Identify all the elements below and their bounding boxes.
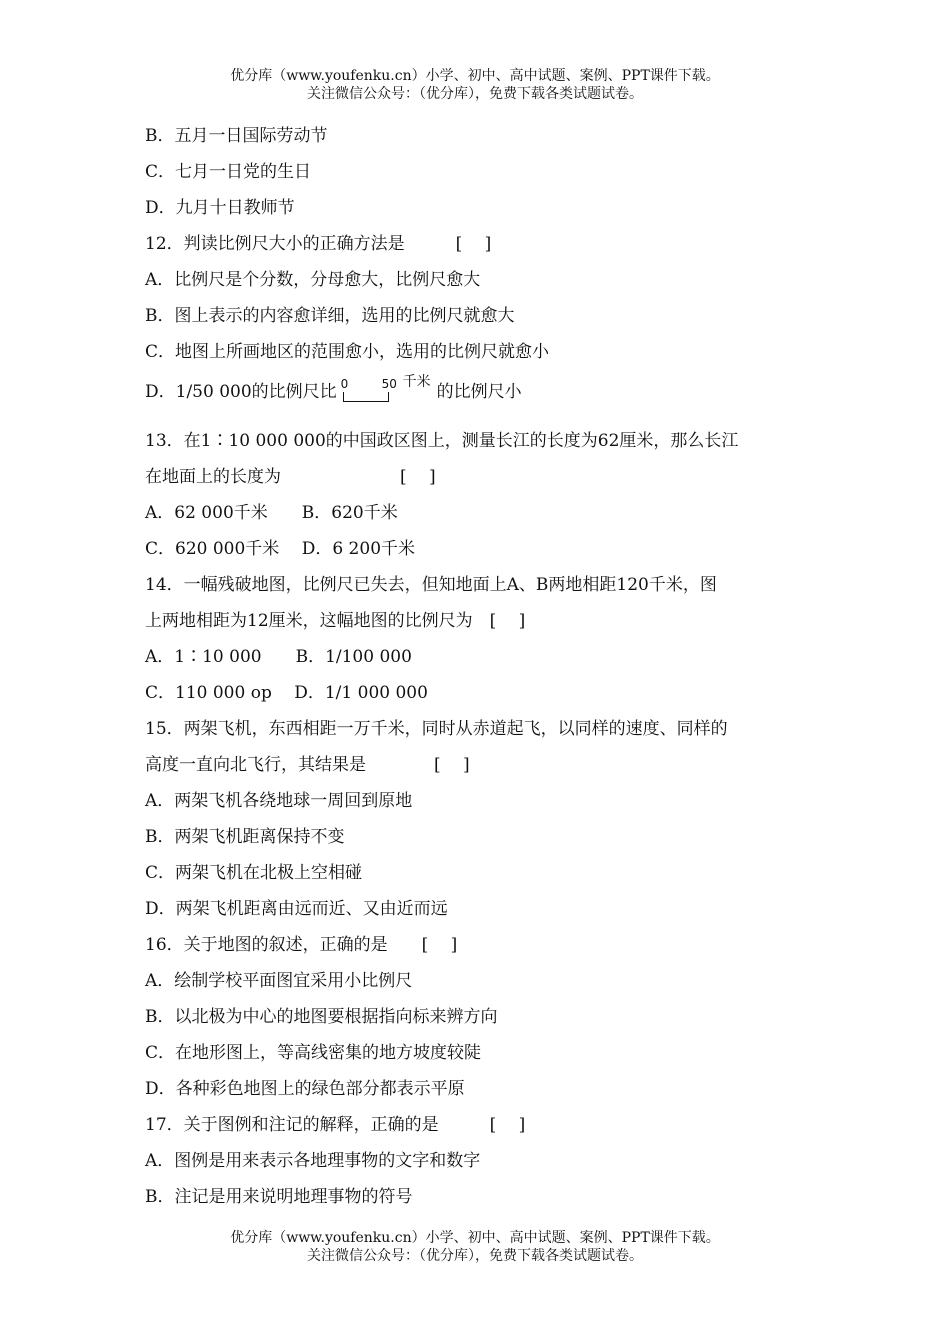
option-15a: A．两架飞机各绕地球一周回到原地	[145, 791, 413, 811]
option-15c: C．两架飞机在北极上空相碰	[145, 863, 363, 883]
scale-bar-unit: 千米	[402, 373, 431, 390]
header-line-1: 优分库（www.youfenku.cn）小学、初中、高中试题、案例、PPT课件下载。	[230, 68, 720, 84]
scale-bar-end: 50	[381, 376, 397, 391]
option-11c: C．七月一日党的生日	[145, 162, 312, 182]
options-14-cd: C．110 000 op D．1/1 000 000	[145, 683, 428, 703]
question-15-line-1: 15．两架飞机，东西相距一万千米，同时从赤道起飞，以同样的速度、同样的	[145, 719, 728, 739]
option-16a: A．绘制学校平面图宜采用小比例尺	[145, 971, 413, 991]
question-14-line-1: 14．一幅残破地图，比例尺已失去，但知地面上A、B两地相距120千米，图	[145, 575, 717, 595]
option-16c: C．在地形图上，等高线密集的地方坡度较陡	[145, 1043, 482, 1063]
option-11b: B．五月一日国际劳动节	[145, 126, 328, 146]
question-13-line-2: 在地面上的长度为 [ ]	[145, 467, 436, 487]
option-12b: B．图上表示的内容愈详细，选用的比例尺就愈大	[145, 306, 515, 326]
option-12a: A．比例尺是个分数，分母愈大，比例尺愈大	[145, 270, 481, 290]
footer-line-1: 优分库（www.youfenku.cn）小学、初中、高中试题、案例、PPT课件下载。	[230, 1230, 720, 1246]
option-12d-text-end: 的比例尺小	[436, 382, 522, 402]
scale-bar-line	[343, 392, 389, 402]
scale-bar-start: 0	[340, 376, 349, 391]
page-footer	[0, 1229, 950, 1265]
option-15d: D．两架飞机距离由远而近、又由近而远	[145, 899, 448, 919]
question-12: 12．判读比例尺大小的正确方法是 [ ]	[145, 234, 492, 254]
footer-line-2: 关注微信公众号：（优分库），免费下载各类试题试卷。	[307, 1248, 643, 1264]
option-11d: D．九月十日教师节	[145, 198, 295, 218]
option-12d	[145, 370, 815, 415]
option-12d-text-start: D．1/50 000的比例尺比	[145, 382, 337, 402]
option-16b: B．以北极为中心的地图要根据指向标来辨方向	[145, 1007, 498, 1027]
question-13-line-1: 13．在1∶10 000 000的中国政区图上，测量长江的长度为62厘米，那么长江	[145, 431, 739, 451]
page-header	[0, 67, 950, 103]
option-12c: C．地图上所画地区的范围愈小，选用的比例尺就愈小	[145, 342, 550, 362]
question-14-line-2: 上两地相距为12厘米，这幅地图的比例尺为 [ ]	[145, 611, 526, 631]
option-17b: B．注记是用来说明地理事物的符号	[145, 1187, 413, 1207]
option-16d: D．各种彩色地图上的绿色部分都表示平原	[145, 1079, 465, 1099]
question-17: 17．关于图例和注记的解释，正确的是 [ ]	[145, 1115, 526, 1135]
scale-bar-figure	[339, 373, 435, 408]
option-17a: A．图例是用来表示各地理事物的文字和数字	[145, 1151, 481, 1171]
question-15-line-2: 高度一直向北飞行，其结果是 [ ]	[145, 755, 470, 775]
options-13-cd: C．620 000千米 D．6 200千米	[145, 539, 416, 559]
question-16: 16．关于地图的叙述，正确的是 [ ]	[145, 935, 458, 955]
options-13-ab: A．62 000千米 B．620千米	[145, 503, 398, 523]
options-14-ab: A．1∶10 000 B．1/100 000	[145, 647, 412, 667]
exam-content	[145, 118, 815, 1215]
header-line-2: 关注微信公众号：（优分库），免费下载各类试题试卷。	[307, 86, 643, 102]
option-15b: B．两架飞机距离保持不变	[145, 827, 345, 847]
